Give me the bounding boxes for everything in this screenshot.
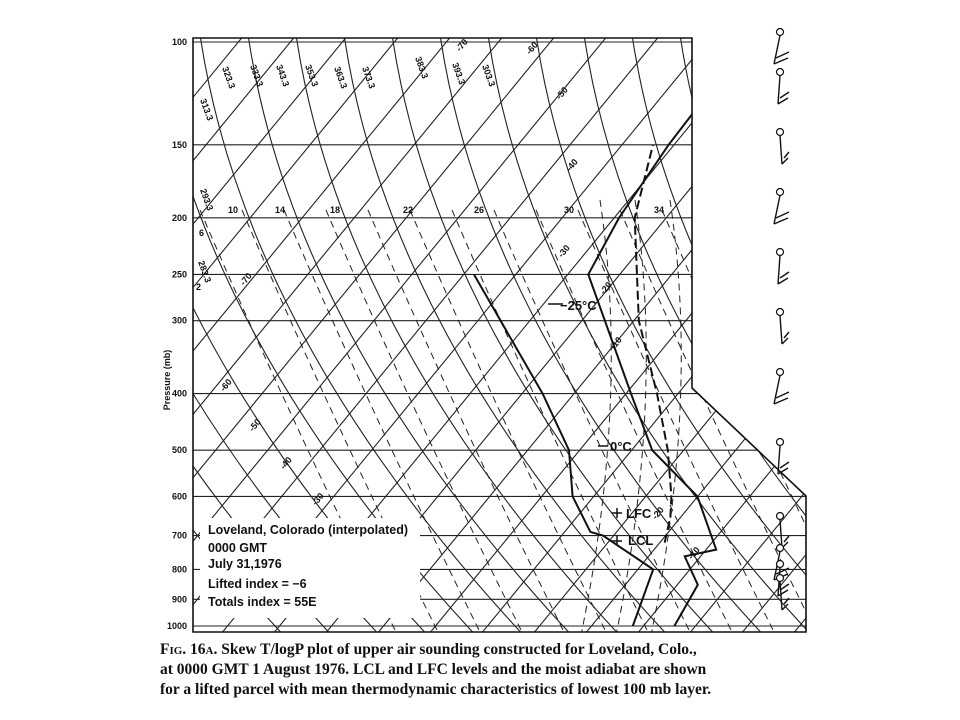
isotherm-line (892, 20, 960, 640)
mixing-ratio-label: 26 (474, 205, 485, 215)
saturation-line (650, 200, 681, 640)
isotherm-label: -30 (555, 242, 572, 260)
wind-barb-station (777, 189, 784, 196)
dry-adiabat-line (726, 20, 960, 640)
wind-barb-shaft (774, 376, 780, 405)
isotherm-label: -60 (523, 39, 540, 57)
legend-totals-index: Totals index = 55E (208, 595, 317, 609)
isotherm-label: -20 (649, 504, 666, 522)
pressure-axis-labels (167, 37, 187, 631)
mixing-ratio-label: 2 (196, 282, 202, 292)
annotation-group (548, 298, 653, 548)
isotherm-label: -70 (237, 270, 254, 288)
wind-barb-feather (782, 338, 788, 344)
isotherm-label: -40 (563, 156, 580, 174)
isotherm-label: -20 (597, 279, 614, 297)
pressure-tick-600: 600 (171, 491, 187, 502)
isotherm-line (0, 20, 152, 640)
isotherm-line (372, 20, 880, 640)
wind-barb-shaft (780, 582, 782, 611)
dry-adiabat-line (438, 20, 768, 640)
isotherm-line (0, 20, 48, 640)
wind-barb-station (777, 513, 784, 520)
theta-label: 383.3 (413, 55, 431, 80)
isotherm-label: -60 (217, 376, 234, 394)
pressure-tick-700: 700 (171, 530, 187, 541)
wind-barb-feather (778, 590, 788, 596)
isotherm-line (476, 20, 960, 640)
pressure-tick-400: 400 (171, 388, 187, 399)
caption-line-3: for a lifted parcel with mean thermodynamic characteristics of lowest 100 mb layer. (160, 681, 712, 698)
wind-barb-shaft (780, 316, 782, 345)
isotherm-line (632, 20, 960, 640)
legend-station: Loveland, Colorado (interpolated) (208, 523, 409, 537)
wind-barb-station (777, 309, 784, 316)
theta-label: 323.3 (220, 65, 238, 90)
dry-adiabat-line (630, 20, 960, 640)
pressure-tick-300: 300 (171, 315, 187, 326)
wind-barb (777, 129, 790, 165)
isotherm-line (736, 20, 960, 640)
theta-label: 373.3 (360, 65, 378, 90)
dry-adiabat-line (678, 20, 960, 640)
pressure-tick-250: 250 (171, 269, 187, 280)
wind-barb-station (777, 561, 784, 568)
pressure-tick-900: 900 (171, 594, 187, 605)
wind-barb-shaft (778, 256, 780, 285)
isotherm-label: -40 (277, 454, 294, 472)
caption-fig-label: Fig. 16a. (160, 641, 218, 658)
theta-label: 283.3 (196, 259, 214, 284)
wind-barb-station (777, 439, 784, 446)
wind-barb-feather (774, 58, 788, 64)
lfc-label: LFC (626, 506, 652, 521)
figure-caption (160, 640, 820, 700)
wind-barb-column (774, 29, 789, 611)
wind-barb-feather (776, 392, 789, 398)
isotherm-label: -50 (553, 84, 570, 102)
wind-barb (774, 189, 789, 225)
mixing-ratio-label: 30 (564, 205, 575, 215)
isotherm-label: -10 (685, 544, 702, 562)
isotherm-line (840, 20, 960, 640)
wind-barb-station (777, 129, 784, 136)
theta-label: 303.3 (480, 63, 498, 88)
mixing-ratio-label: 22 (403, 205, 414, 215)
mixing-ratio-label: 34 (654, 205, 665, 215)
wind-barb-shaft (774, 196, 780, 225)
mixing-ratio-label: 6 (199, 228, 205, 238)
theta-label: 393.3 (450, 61, 468, 86)
legend-box (200, 518, 420, 618)
theta-label: 313.3 (198, 97, 216, 122)
isotherm-line (788, 20, 960, 640)
pressure-tick-1000: 1000 (166, 621, 187, 631)
theta-label: 343.3 (274, 63, 292, 88)
isotherm-line (944, 20, 960, 640)
theta-label: 293.3 (198, 187, 216, 212)
caption-line-1: Skew T/logP plot of upper air sounding constructed for Loveland, Colo., (221, 641, 697, 658)
theta-label: 333.3 (248, 63, 266, 88)
wind-barb-station (777, 249, 784, 256)
theta-label: 353.3 (303, 63, 321, 88)
mixing-ratio-label: 10 (228, 205, 239, 215)
pressure-tick-150: 150 (171, 139, 187, 150)
wind-barb-feather (782, 158, 788, 164)
isotherm-line (528, 20, 960, 640)
wind-barb-shaft (780, 136, 782, 165)
wind-barb (777, 439, 790, 475)
wind-barb-feather (784, 152, 789, 158)
zero-c-annotation: 0°C (610, 439, 632, 454)
wind-barb-station (777, 29, 784, 36)
wind-barb-station (777, 575, 784, 582)
wind-barb (777, 513, 790, 549)
wind-barb-feather (780, 462, 789, 468)
wind-barb-feather (784, 536, 789, 542)
wind-barb (777, 309, 790, 345)
wind-barb-feather (776, 52, 789, 58)
legend-time: 0000 GMT (208, 541, 268, 555)
mixing-ratio-label: 18 (330, 205, 341, 215)
wind-barb-station (777, 69, 784, 76)
diagram-grid (0, 20, 960, 640)
wind-barb-station (777, 545, 784, 552)
wind-barb-station (777, 369, 784, 376)
wind-barb-feather (780, 92, 789, 98)
pressure-tick-100: 100 (171, 37, 187, 47)
wind-barb (774, 369, 789, 405)
wind-barb (774, 29, 789, 65)
caption-line-2: at 0000 GMT 1 August 1976. LCL and LFC levels and the moist adiabat are shown (160, 661, 707, 678)
moist-adiabat-line (704, 210, 904, 640)
lfc-marker (612, 508, 622, 518)
wind-barb-shaft (778, 446, 780, 475)
wind-barb-feather (780, 272, 789, 278)
minus-25c-annotation: −25°C (560, 298, 597, 313)
wind-barb-shaft (774, 36, 780, 65)
mixing-ratio-label: 14 (275, 205, 286, 215)
isotherm-line (0, 20, 100, 640)
legend-date: July 31,1976 (208, 557, 282, 571)
lcl-label: LCL (628, 533, 654, 548)
isotherm-label: -10 (607, 334, 624, 352)
wind-barb (777, 69, 790, 105)
isotherm-label: -50 (246, 416, 263, 434)
wind-barb-feather (776, 212, 789, 218)
isotherm-line (684, 20, 960, 640)
legend-lifted-index: Lifted index = −6 (208, 577, 307, 591)
wind-barb-feather (778, 278, 788, 284)
isotherm-line (0, 20, 204, 640)
dry-adiabat-line (534, 20, 864, 640)
pressure-tick-800: 800 (171, 564, 187, 575)
wind-barb-feather (778, 98, 788, 104)
isotherm-label: -30 (309, 490, 326, 508)
wind-barb-feather (784, 332, 789, 338)
theta-label: 363.3 (332, 65, 350, 90)
wind-barb-feather (774, 398, 788, 404)
wind-barb (777, 249, 790, 285)
lcl-marker (612, 536, 622, 546)
pressure-axis-title: Pressure (mb) (162, 349, 172, 411)
saturation-line (580, 200, 611, 640)
wind-barb-feather (774, 218, 788, 224)
pressure-tick-500: 500 (171, 445, 187, 456)
dry-adiabat-line (774, 20, 960, 640)
pressure-tick-200: 200 (171, 212, 187, 223)
dry-adiabat-line (822, 20, 960, 640)
isotherm-label: -70 (453, 36, 470, 54)
wind-barb-shaft (778, 76, 780, 105)
isotherm-line (424, 20, 932, 640)
